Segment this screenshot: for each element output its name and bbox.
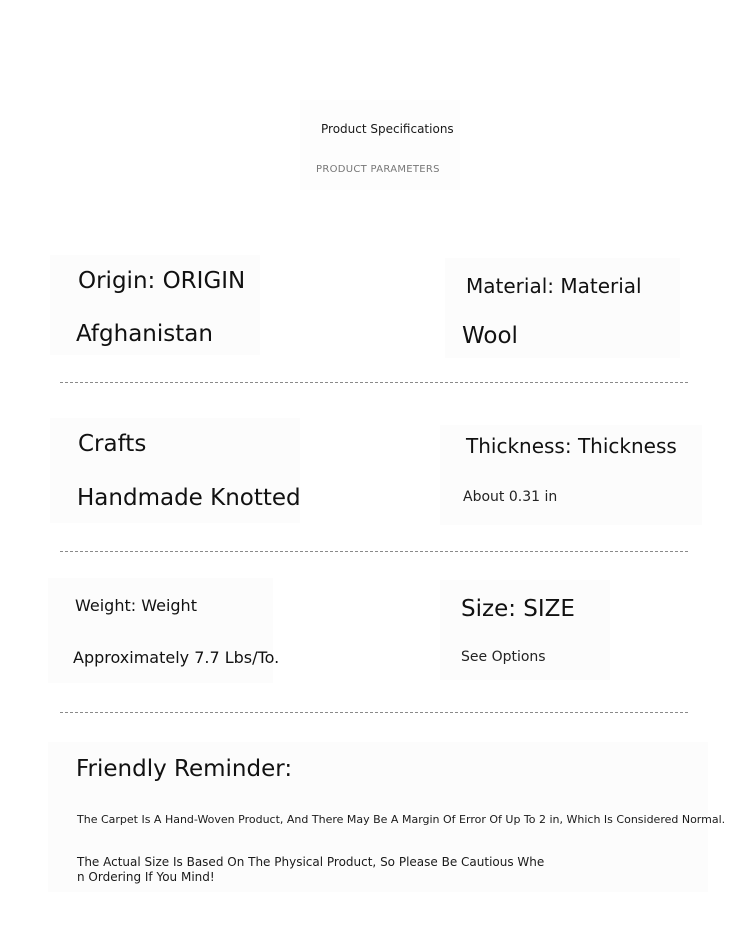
material-value: Wool <box>462 323 518 349</box>
divider-3 <box>60 712 688 713</box>
size-label: Size: SIZE <box>461 596 575 622</box>
thickness-label: Thickness: Thickness <box>466 434 677 458</box>
crafts-label: Crafts <box>78 431 147 457</box>
origin-value: Afghanistan <box>76 321 213 347</box>
divider-2 <box>60 551 688 552</box>
material-label: Material: Material <box>466 274 642 298</box>
reminder-line-2b: n Ordering If You Mind! <box>77 870 215 884</box>
reminder-heading: Friendly Reminder: <box>76 756 293 782</box>
size-value: See Options <box>461 649 546 665</box>
page-title: Product Specifications <box>321 122 454 136</box>
size-cell <box>440 580 610 680</box>
reminder-line-2a: The Actual Size Is Based On The Physical Product, So Please Be Cautious Whe <box>77 855 545 869</box>
reminder-line-1: The Carpet Is A Hand-Woven Product, And There May Be A Margin Of Error Of Up To 2 in, Which Is Considered Normal. <box>77 813 726 826</box>
origin-label: Origin: ORIGIN <box>78 268 246 294</box>
thickness-value: About 0.31 in <box>463 489 558 505</box>
crafts-value: Handmade Knotted <box>77 485 301 511</box>
page-subtitle: PRODUCT PARAMETERS <box>316 164 440 175</box>
weight-value: Approximately 7.7 Lbs/To. <box>73 648 280 667</box>
header-panel <box>300 100 460 190</box>
divider-1 <box>60 382 688 383</box>
weight-cell <box>48 578 273 683</box>
weight-label: Weight: Weight <box>75 596 197 615</box>
